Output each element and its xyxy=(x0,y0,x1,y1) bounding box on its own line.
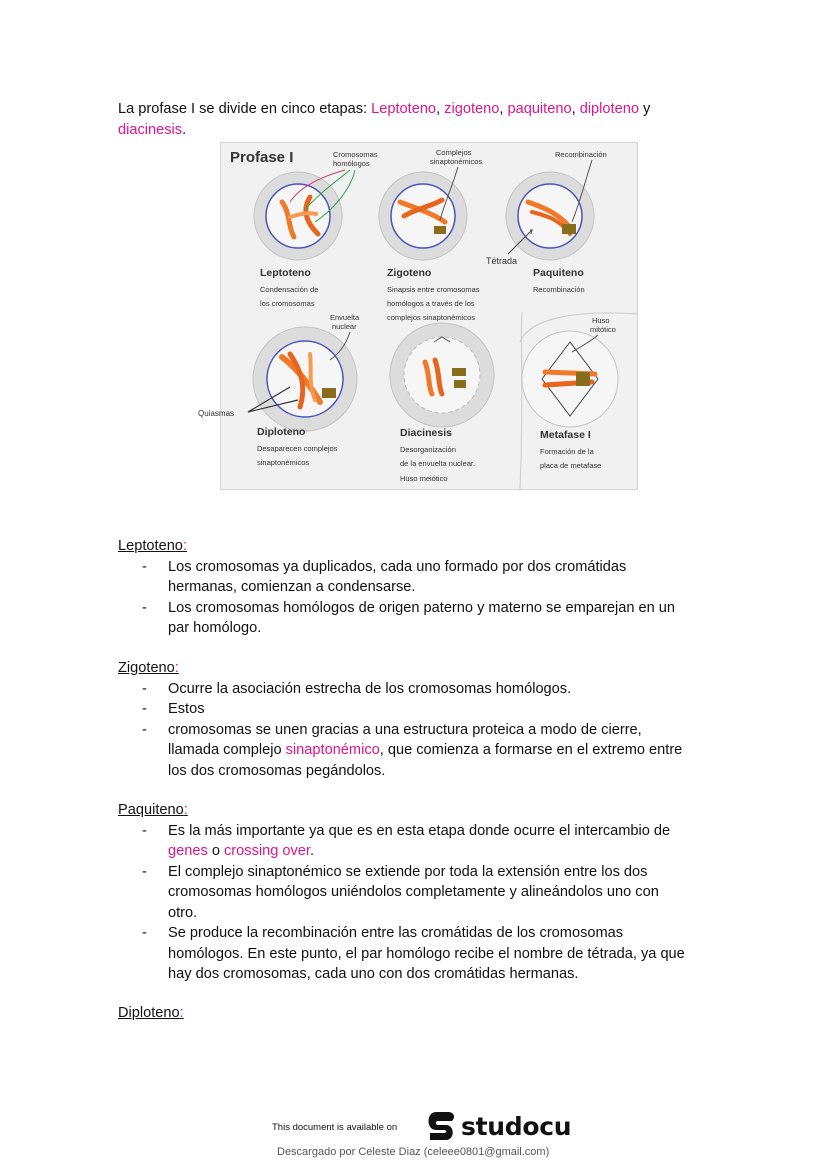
label-quiasmas: Quiasmas xyxy=(198,409,235,418)
list-item-text: par homólogo. xyxy=(168,620,262,636)
list-item-text: hermanas, comienzan a condensarse. xyxy=(168,579,416,595)
section-title-diploteno xyxy=(118,1003,738,1024)
section-title-leptoteno xyxy=(118,536,738,557)
footer-available-text: This document is available on xyxy=(272,1122,398,1133)
list-item-text: hay dos cromosomas, cada uno con dos cromátidas hermanas. xyxy=(168,966,579,982)
stage-name-leptoteno: Leptoteno xyxy=(260,267,311,279)
label-cromosomas-1: Cromosomas xyxy=(333,150,378,159)
section-leptoteno xyxy=(118,536,738,639)
stage-desc-zigoteno-2: homólogos a través de los xyxy=(387,299,475,308)
highlight-term: genes xyxy=(168,843,208,859)
label-huso-1: Huso xyxy=(592,316,610,325)
section-title-text: Paquiteno xyxy=(118,802,184,818)
intro-term-leptoteno: Leptoteno xyxy=(371,101,437,117)
intro-separator: , xyxy=(571,101,580,117)
list-item: - Estos xyxy=(142,701,205,717)
stage-desc-metafase-1: Formación de la xyxy=(540,447,594,456)
section-title-colon: : xyxy=(183,802,188,818)
intro-prefix: La profase I se divide en cinco etapas: xyxy=(118,101,372,117)
list-item-text: Estos xyxy=(168,701,205,717)
intro-term-zigoteno: zigoteno xyxy=(444,101,500,117)
cell-metafase xyxy=(522,331,618,427)
stage-name-paquiteno: Paquiteno xyxy=(533,267,584,279)
stage-desc-diploteno-1: Desaparecen complejos xyxy=(257,444,338,453)
list-item-text: cromosomas homólogos uniéndolos completamente y alineándolos uno con xyxy=(168,884,659,900)
highlight-term: crossing over xyxy=(224,843,310,859)
cell-diacinesis xyxy=(390,323,494,427)
section-title-paquiteno xyxy=(118,800,738,821)
list-item: - Los cromosomas homólogos de origen paterno y materno se emparejan en un par homólogo. xyxy=(142,599,676,636)
profase-diagram xyxy=(198,142,638,490)
section-title-colon: : xyxy=(174,660,179,676)
section-title-colon: : xyxy=(179,1005,184,1021)
label-envuelta-1: Envuelta xyxy=(330,313,360,322)
list-item: - Es la más importante ya que es en esta etapa donde ocurre el intercambio de genes o crossing over. xyxy=(142,822,671,859)
label-envuelta-2: nuclear xyxy=(332,322,357,331)
list-item: - Ocurre la asociación estrecha de los cromosomas homólogos. xyxy=(142,680,572,697)
stage-desc-diacinesis-3: Huso meiótico xyxy=(400,474,448,483)
section-paquiteno xyxy=(118,800,738,985)
stage-name-zigoteno: Zigoteno xyxy=(387,267,432,279)
intro-separator: y xyxy=(638,101,651,117)
list-item: - El complejo sinaptonémico se extiende por toda la extensión entre los dos cromosomas homólogos uniéndolos completamente y alineándolos uno con otro. xyxy=(142,863,659,921)
list-item-text: . xyxy=(309,843,315,859)
stage-desc-diacinesis-1: Desorganización xyxy=(400,445,456,454)
section-title-text: Leptoteno xyxy=(118,538,183,554)
list-item: - Los cromosomas ya duplicados, cada uno formado por dos cromátidas hermanas, comienzan a condensarse. xyxy=(142,558,627,595)
profase-figure xyxy=(198,142,638,490)
intro-end: . xyxy=(182,122,187,138)
intro-term-diploteno: diploteno xyxy=(579,101,639,117)
bullet-list xyxy=(118,679,738,782)
stage-desc-leptoteno-1: Condensación de xyxy=(260,285,319,294)
list-item-text: Ocurre la asociación estrecha de los cromosomas homólogos. xyxy=(168,680,572,697)
list-item-text: cromosomas se unen gracias a una estructura proteica a modo de cierre, xyxy=(168,721,642,738)
label-recombinacion: Recombinación xyxy=(555,150,607,159)
list-item-text: los dos cromosomas pegándolos. xyxy=(168,762,386,779)
studocu-logo-link[interactable] xyxy=(424,1109,571,1143)
list-item-text: Los cromosomas ya duplicados, cada uno formado por dos cromátidas xyxy=(168,558,627,575)
intro-separator: , xyxy=(436,101,445,117)
stage-desc-paquiteno-1: Recombinación xyxy=(533,285,585,294)
list-item-text: Los cromosomas homólogos de origen paterno y materno se emparejan en un xyxy=(168,599,676,616)
list-item-text: , que comienza a formarse en el extremo entre xyxy=(379,742,683,758)
label-tetrada: Tétrada xyxy=(486,256,518,266)
section-title-text: Diploteno xyxy=(118,1005,180,1021)
list-item: - cromosomas se unen gracias a una estructura proteica a modo de cierre, llamada complejo sinaptonémico, que comienza a formarse en el extremo entre los dos cromosomas pegándolos. xyxy=(142,721,683,779)
list-item-text: El complejo sinaptonémico se extiende por toda la extensión entre los dos xyxy=(168,863,648,880)
stage-desc-zigoteno-1: Sinapsis entre cromosomas xyxy=(387,285,480,294)
stage-name-diacinesis: Diacinesis xyxy=(400,427,452,439)
section-zigoteno xyxy=(118,658,738,781)
bullet-list xyxy=(118,557,738,639)
label-complejos-1: Complejos xyxy=(436,148,472,157)
section-title-text: Zigoteno xyxy=(118,660,175,676)
list-item-text: Se produce la recombinación entre las cromátidas de los cromosomas xyxy=(168,925,624,941)
stage-desc-metafase-2: placa de metafase xyxy=(540,461,602,470)
stage-name-metafase: Metafase I xyxy=(540,429,591,441)
section-diploteno xyxy=(118,1003,738,1024)
highlight-term: sinaptonémico xyxy=(285,742,380,758)
label-cromosomas-2: homólogos xyxy=(333,159,370,168)
figure-title: Profase I xyxy=(230,149,294,166)
stage-name-diploteno: Diploteno xyxy=(257,426,306,438)
footer-downloaded-by: Descargado por Celeste Diaz (celeee0801@gmail.com) xyxy=(277,1146,550,1158)
stage-desc-zigoteno-3: complejos sinaptonémicos xyxy=(387,313,475,322)
label-complejos-2: sinaptonémicos xyxy=(430,157,483,166)
section-title-zigoteno xyxy=(118,658,738,679)
stage-desc-diploteno-2: sinaptonémicos xyxy=(257,458,310,467)
label-huso-2: mitótico xyxy=(590,325,616,334)
stage-desc-diacinesis-2: de la envuelta nuclear. xyxy=(400,459,476,468)
list-item-text: o xyxy=(207,843,224,859)
list-item-text: Es la más importante ya que es en esta etapa donde ocurre el intercambio de xyxy=(168,822,671,839)
list-item-text: homólogos. En este punto, el par homólogo recibe el nombre de tétrada, ya que xyxy=(168,945,685,962)
bullet-list xyxy=(118,821,738,985)
list-item-text: llamada complejo xyxy=(168,742,286,758)
intro-separator: , xyxy=(499,101,508,117)
studocu-brand-name: studocu xyxy=(461,1111,572,1141)
intro-paragraph xyxy=(118,99,718,141)
intro-term-paquiteno: paquiteno xyxy=(507,101,572,117)
section-title-colon: : xyxy=(182,538,187,554)
studocu-logo-icon xyxy=(424,1109,458,1143)
list-item-text: otro. xyxy=(168,904,198,921)
intro-term-diacinesis: diacinesis xyxy=(118,122,183,138)
stage-desc-leptoteno-2: los cromosomas xyxy=(260,299,315,308)
list-item: - Se produce la recombinación entre las cromátidas de los cromosomas homólogos. En este punto, el par homólogo recibe el nombre de tétrada, ya que hay dos cromosomas, cada uno con dos cromátidas hermanas. xyxy=(142,925,685,982)
